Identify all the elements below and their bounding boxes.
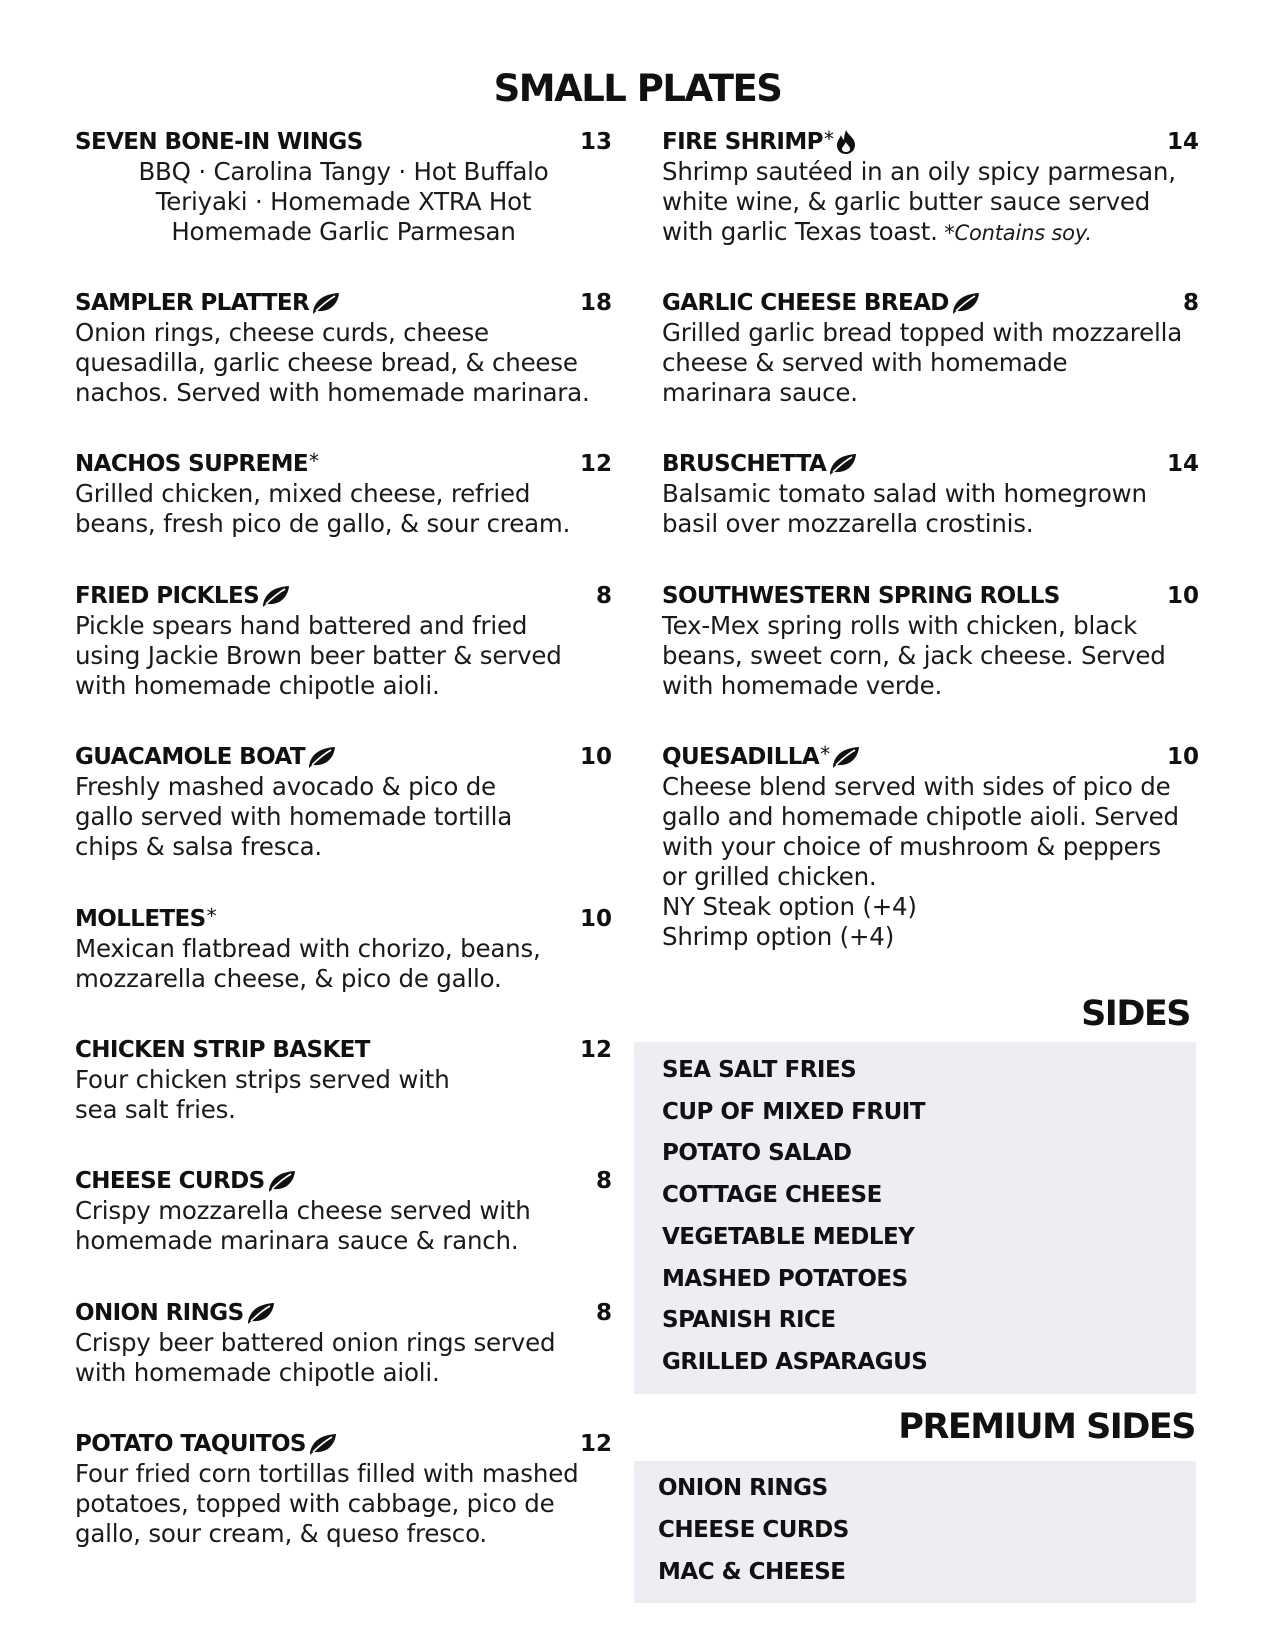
description-line: cheese & served with homemade	[662, 348, 1068, 377]
menu-item-name-text: NACHOS SUPREME	[75, 451, 309, 477]
description-line: Crispy beer battered onion rings served	[75, 1328, 556, 1357]
description-line: NY Steak option (+4)	[662, 892, 917, 921]
leaf-icon	[246, 1301, 276, 1325]
menu-item-name-text: SEVEN BONE-IN WINGS	[75, 129, 363, 155]
menu-item-description	[662, 479, 1199, 539]
description-line: gallo served with homemade tortilla	[75, 802, 513, 831]
description-line: beans, fresh pico de gallo, & sour cream.	[75, 509, 571, 538]
menu-item-header	[662, 449, 1199, 479]
side-item: POTATO SALAD	[662, 1140, 852, 1167]
menu-item	[662, 742, 1199, 952]
menu-item-header	[75, 1166, 612, 1196]
menu-item-name-text: QUESADILLA	[662, 744, 820, 770]
menu-item-header	[662, 742, 1199, 772]
side-item: CHEESE CURDS	[658, 1517, 849, 1543]
menu-item-price: 10	[579, 744, 612, 770]
menu-item-price: 8	[595, 1300, 612, 1326]
menu-item-description	[662, 772, 1199, 952]
description-line: mozzarella cheese, & pico de gallo.	[75, 964, 502, 993]
description-line: chips & salsa fresca.	[75, 832, 323, 861]
side-item: MASHED POTATOES	[662, 1265, 908, 1292]
menu-item-name	[75, 581, 291, 611]
description-line: nachos. Served with homemade marinara.	[75, 378, 590, 407]
menu-item	[75, 904, 612, 994]
menu-item-description	[75, 772, 612, 862]
leaf-icon	[308, 1432, 338, 1456]
menu-item	[75, 581, 612, 701]
asterisk-marker: *	[206, 904, 217, 928]
description-line: Crispy mozzarella cheese served with	[75, 1196, 531, 1225]
fire-icon	[835, 129, 857, 155]
description-line: Onion rings, cheese curds, cheese	[75, 318, 489, 347]
side-item: CUP OF MIXED FRUIT	[662, 1098, 926, 1125]
description-line: Mexican flatbread with chorizo, beans,	[75, 934, 541, 963]
menu-item-header	[662, 581, 1199, 611]
menu-item-name-text: GARLIC CHEESE BREAD	[662, 290, 949, 316]
menu-item	[75, 1166, 612, 1256]
menu-item	[662, 581, 1199, 701]
menu-item-price: 13	[579, 129, 612, 155]
menu-item	[75, 742, 612, 862]
description-line: Grilled garlic bread topped with mozzarella	[662, 318, 1183, 347]
menu-item-description	[75, 157, 612, 247]
description-line: Freshly mashed avocado & pico de	[75, 772, 496, 801]
menu-item-name	[75, 449, 318, 479]
menu-item-header	[75, 127, 612, 157]
menu-item-name	[75, 127, 363, 157]
description-line: Cheese blend served with sides of pico de	[662, 772, 1171, 801]
sides-list	[634, 1042, 1196, 1394]
menu-item-header	[75, 1429, 612, 1459]
menu-item-name	[662, 449, 858, 479]
description-line: Shrimp option (+4)	[662, 922, 895, 951]
description-line: with homemade chipotle aioli.	[75, 671, 440, 700]
leaf-icon	[828, 452, 858, 476]
menu-item-name-text: FIRE SHRIMP	[662, 129, 823, 155]
menu-item-price: 14	[1166, 451, 1199, 477]
menu-item-name-text: ONION RINGS	[75, 1300, 244, 1326]
menu-item-description	[75, 1065, 612, 1125]
description-line: gallo, sour cream, & queso fresco.	[75, 1519, 488, 1548]
menu-item-name-text: POTATO TAQUITOS	[75, 1431, 306, 1457]
menu-item-description	[75, 1196, 612, 1256]
menu-item-price: 18	[579, 290, 612, 316]
leaf-icon	[831, 745, 861, 769]
leaf-icon	[951, 291, 981, 315]
menu-item-header	[75, 904, 612, 934]
menu-item-header	[662, 127, 1199, 157]
description-line: Tex-Mex spring rolls with chicken, black	[662, 611, 1138, 640]
menu-item-name	[75, 742, 337, 772]
menu-item-description	[662, 157, 1199, 248]
asterisk-marker: *	[820, 742, 830, 766]
menu-item-price: 10	[579, 906, 612, 932]
premium-sides-heading: PREMIUM SIDES	[898, 1407, 1195, 1447]
menu-item-name	[662, 581, 1060, 611]
menu-item-description	[75, 611, 612, 701]
menu-item	[75, 449, 612, 539]
side-item: VEGETABLE MEDLEY	[662, 1223, 915, 1250]
menu-item-name	[75, 1166, 297, 1196]
menu-item	[75, 1035, 612, 1125]
menu-item-price: 10	[1166, 583, 1199, 609]
menu-item-header	[662, 288, 1199, 318]
sides-heading: SIDES	[1081, 994, 1190, 1034]
description-line: homemade marinara sauce & ranch.	[75, 1226, 519, 1255]
menu-item-description	[75, 1459, 612, 1549]
description-line: BBQ · Carolina Tangy · Hot Buffalo	[138, 157, 549, 186]
description-line: with your choice of mushroom & peppers	[662, 832, 1161, 861]
menu-item-price: 12	[579, 1037, 612, 1063]
menu-item-price: 12	[579, 1431, 612, 1457]
menu-item-name-text: GUACAMOLE BOAT	[75, 744, 305, 770]
side-item: GRILLED ASPARAGUS	[662, 1348, 928, 1375]
description-line: Four fried corn tortillas filled with mashed	[75, 1459, 579, 1488]
menu-item-price: 8	[595, 1168, 612, 1194]
menu-item-header	[75, 288, 612, 318]
description-line: Balsamic tomato salad with homegrown	[662, 479, 1147, 508]
menu-item-name	[662, 288, 981, 318]
menu-item-price: 10	[1166, 744, 1199, 770]
asterisk-marker: *	[823, 127, 834, 151]
menu-item-price: 8	[1182, 290, 1199, 316]
menu-item-price: 14	[1166, 129, 1199, 155]
menu-item-header	[75, 581, 612, 611]
menu-item-name	[75, 1035, 370, 1065]
description-line: quesadilla, garlic cheese bread, & cheese	[75, 348, 578, 377]
menu-item-name-text: SOUTHWESTERN SPRING ROLLS	[662, 583, 1060, 609]
menu-item	[75, 288, 612, 408]
menu-item-name-text: CHEESE CURDS	[75, 1168, 265, 1194]
description-line: Teriyaki · Homemade XTRA Hot	[155, 187, 532, 216]
description-line: Four chicken strips served with	[75, 1065, 450, 1094]
leaf-icon	[267, 1169, 297, 1193]
menu-item	[75, 127, 612, 247]
description-line: Grilled chicken, mixed cheese, refried	[75, 479, 531, 508]
description-line: marinara sauce.	[662, 378, 858, 407]
side-item: ONION RINGS	[658, 1475, 828, 1501]
leaf-icon	[261, 584, 291, 608]
menu-item-name-text: MOLLETES	[75, 906, 206, 932]
asterisk-marker: *	[309, 449, 319, 473]
description-line: or grilled chicken.	[662, 862, 877, 891]
menu-item	[662, 127, 1199, 248]
menu-item	[662, 288, 1199, 408]
description-line: with homemade verde.	[662, 671, 943, 700]
menu-item-price: 12	[579, 451, 612, 477]
premium-sides-list	[634, 1461, 1196, 1603]
page-title: SMALL PLATES	[493, 67, 782, 110]
menu-item-header	[75, 1298, 612, 1328]
menu-item-price: 8	[595, 583, 612, 609]
leaf-icon	[311, 291, 341, 315]
menu-item-name-text: BRUSCHETTA	[662, 451, 827, 477]
description-line: potatoes, topped with cabbage, pico de	[75, 1489, 555, 1518]
description-line: white wine, & garlic butter sauce served	[662, 187, 1151, 216]
side-item: SPANISH RICE	[662, 1307, 836, 1334]
description-line: sea salt fries.	[75, 1095, 236, 1124]
menu-item	[662, 449, 1199, 539]
menu-item-name	[75, 288, 341, 318]
side-item: COTTAGE CHEESE	[662, 1182, 882, 1209]
menu-item-description	[75, 1328, 612, 1388]
description-line: Pickle spears hand battered and fried	[75, 611, 528, 640]
side-item: MAC & CHEESE	[658, 1559, 846, 1585]
leaf-icon	[307, 745, 337, 769]
description-line: with homemade chipotle aioli.	[75, 1358, 440, 1387]
description-line: Homemade Garlic Parmesan	[171, 217, 516, 246]
menu-item-description	[662, 318, 1199, 408]
menu-item-name-text: FRIED PICKLES	[75, 583, 260, 609]
menu-item	[75, 1429, 612, 1549]
menu-item-name-text: CHICKEN STRIP BASKET	[75, 1037, 370, 1063]
menu-item-name-text: SAMPLER PLATTER	[75, 290, 310, 316]
menu-item-name	[662, 127, 857, 157]
description-line: gallo and homemade chipotle aioli. Served	[662, 802, 1179, 831]
menu-item-header	[75, 742, 612, 772]
menu-item-header	[75, 1035, 612, 1065]
menu-item-description	[75, 934, 612, 994]
description-line: basil over mozzarella crostinis.	[662, 509, 1034, 538]
description-line: with garlic Texas toast. *Contains soy.	[662, 217, 1092, 246]
description-line: using Jackie Brown beer batter & served	[75, 641, 562, 670]
menu-item-name	[75, 904, 216, 934]
menu-item-name	[75, 1429, 338, 1459]
side-item: SEA SALT FRIES	[662, 1057, 857, 1083]
menu-item-header	[75, 449, 612, 479]
allergen-note: *Contains soy.	[937, 221, 1092, 245]
description-line: Shrimp sautéed in an oily spicy parmesan,	[662, 157, 1176, 186]
menu-item-description	[75, 479, 612, 539]
menu-item	[75, 1298, 612, 1388]
menu-item-name	[662, 742, 861, 772]
menu-item-name	[75, 1298, 276, 1328]
menu-item-description	[75, 318, 612, 408]
menu-item-description	[662, 611, 1199, 701]
description-line: beans, sweet corn, & jack cheese. Served	[662, 641, 1166, 670]
